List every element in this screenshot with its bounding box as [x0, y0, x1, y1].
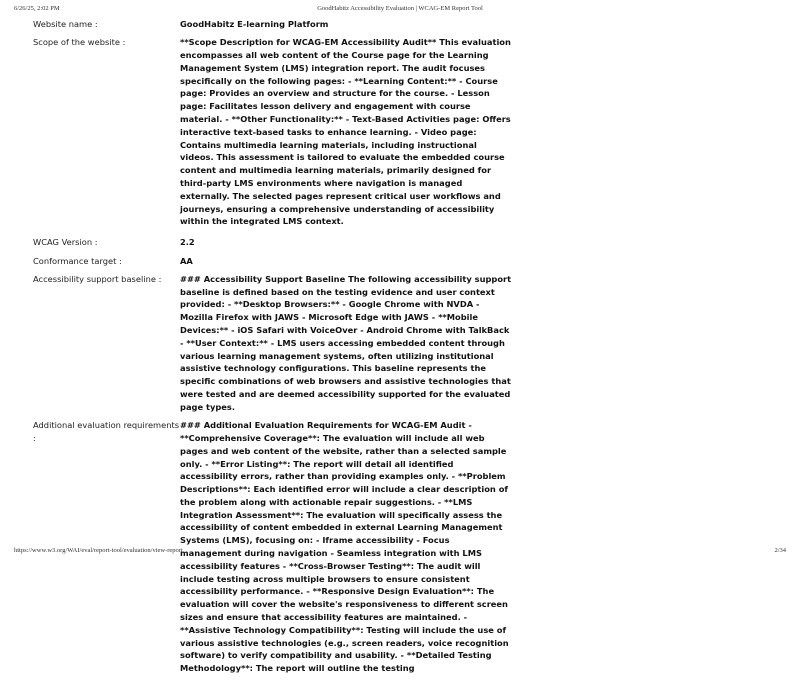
print-page-title: GoodHabitz Accessibility Evaluation | WCAG-EM Report Tool — [317, 5, 483, 12]
row-support-baseline — [33, 273, 513, 414]
support-baseline-label: Accessibility support baseline : — [33, 273, 162, 284]
scope-label: Scope of the website : — [33, 37, 126, 48]
conformance-target-label: Conformance target : — [33, 255, 122, 266]
page-number: 2/34 — [774, 547, 786, 554]
print-footer — [14, 547, 786, 557]
website-name-value: GoodHabitz E-learning Platform — [180, 19, 329, 29]
row-website-name — [33, 18, 513, 31]
scope-value: **Scope Description for WCAG-EM Accessibility Audit** This evaluation encompasses all web content of the Course page for the Learning Management System (LMS) integration report. The audit focuses specifically on the following pages: - **Learning Content:** - Course page: Provides an overview and structure for the course. - Lesson page: Facilitates lesson delivery and engagement with course material. - **Other Functionality:** - Text-Based Activities page: Offers interactive text-based tasks to enhance learning. - Video page: Contains multimedia learning materials, including instructional videos. This assessment is tailored to evaluate the embedded course content and multimedia learning materials, primarily designed for third-party LMS environments where navigation is managed externally. The selected pages represent critical user workflows and journeys, ensuring a comprehensive understanding of accessibility within the integrated LMS context. — [180, 37, 511, 227]
report-details — [33, 18, 513, 681]
row-scope — [33, 36, 513, 228]
additional-requirements-label: Additional evaluation requirements : — [33, 420, 180, 443]
row-conformance-target — [33, 255, 513, 268]
wcag-version-label: WCAG Version : — [33, 237, 98, 248]
website-name-label: Website name : — [33, 19, 98, 29]
support-baseline-value: ### Accessibility Support Baseline The following accessibility support baseline is defined based on the testing evidence and user context provided: - **Desktop Browsers:** - Google Chrome with NVDA - Mozilla Firefox with JAWS - Microsoft Edge with JAWS - **Mobile Devices:** - iOS Safari with VoiceOver - Android Chrome with TalkBack - **User Context:** - LMS users accessing embedded content through various learning management systems, often utilizing institutional assistive technology configurations. This baseline represents the specific combinations of web browsers and assistive technologies that were tested and are deemed accessibility supported for the evaluated page types. — [180, 273, 512, 412]
conformance-target-value: AA — [180, 255, 193, 266]
print-header — [14, 5, 786, 15]
print-date: 6/26/25, 2:02 PM — [14, 5, 60, 12]
print-url: https://www.w3.org/WAI/eval/report-tool/evaluation/view-report — [14, 547, 183, 554]
row-wcag-version — [33, 236, 513, 249]
additional-requirements-value: ### Additional Evaluation Requirements for WCAG-EM Audit - **Comprehensive Coverage**: The evaluation will include all web pages and web content of the website, rather than a selected sample only. - **Error Listing**: The report will detail all identified accessibility errors, rather than providing examples only. - **Problem Descriptions**: Each identified error will include a clear description of the problem along with actionable repair suggestions. - **LMS Integration Assessment**: The evaluation will specifically assess the accessibility of content embedded in external Learning Management Systems (LMS), focusing on: - Iframe accessibility - Focus management during navigation - Seamless integration with LMS accessibility features - **Cross-Browser Testing**: The audit will include testing across multiple browsers to ensure consistent accessibility performance. - **Responsive Design Evaluation**: The evaluation will cover the website's responsiveness to different screen sizes and ensure that accessibility features are maintained. - **Assistive Technology Compatibility**: Testing will include the use of various assistive technologies (e.g., screen readers, voice recognition software) to verify compatibility and usability. - **Detailed Testing Methodology**: The report will outline the testing — [180, 420, 509, 674]
wcag-version-value: 2.2 — [180, 237, 195, 248]
